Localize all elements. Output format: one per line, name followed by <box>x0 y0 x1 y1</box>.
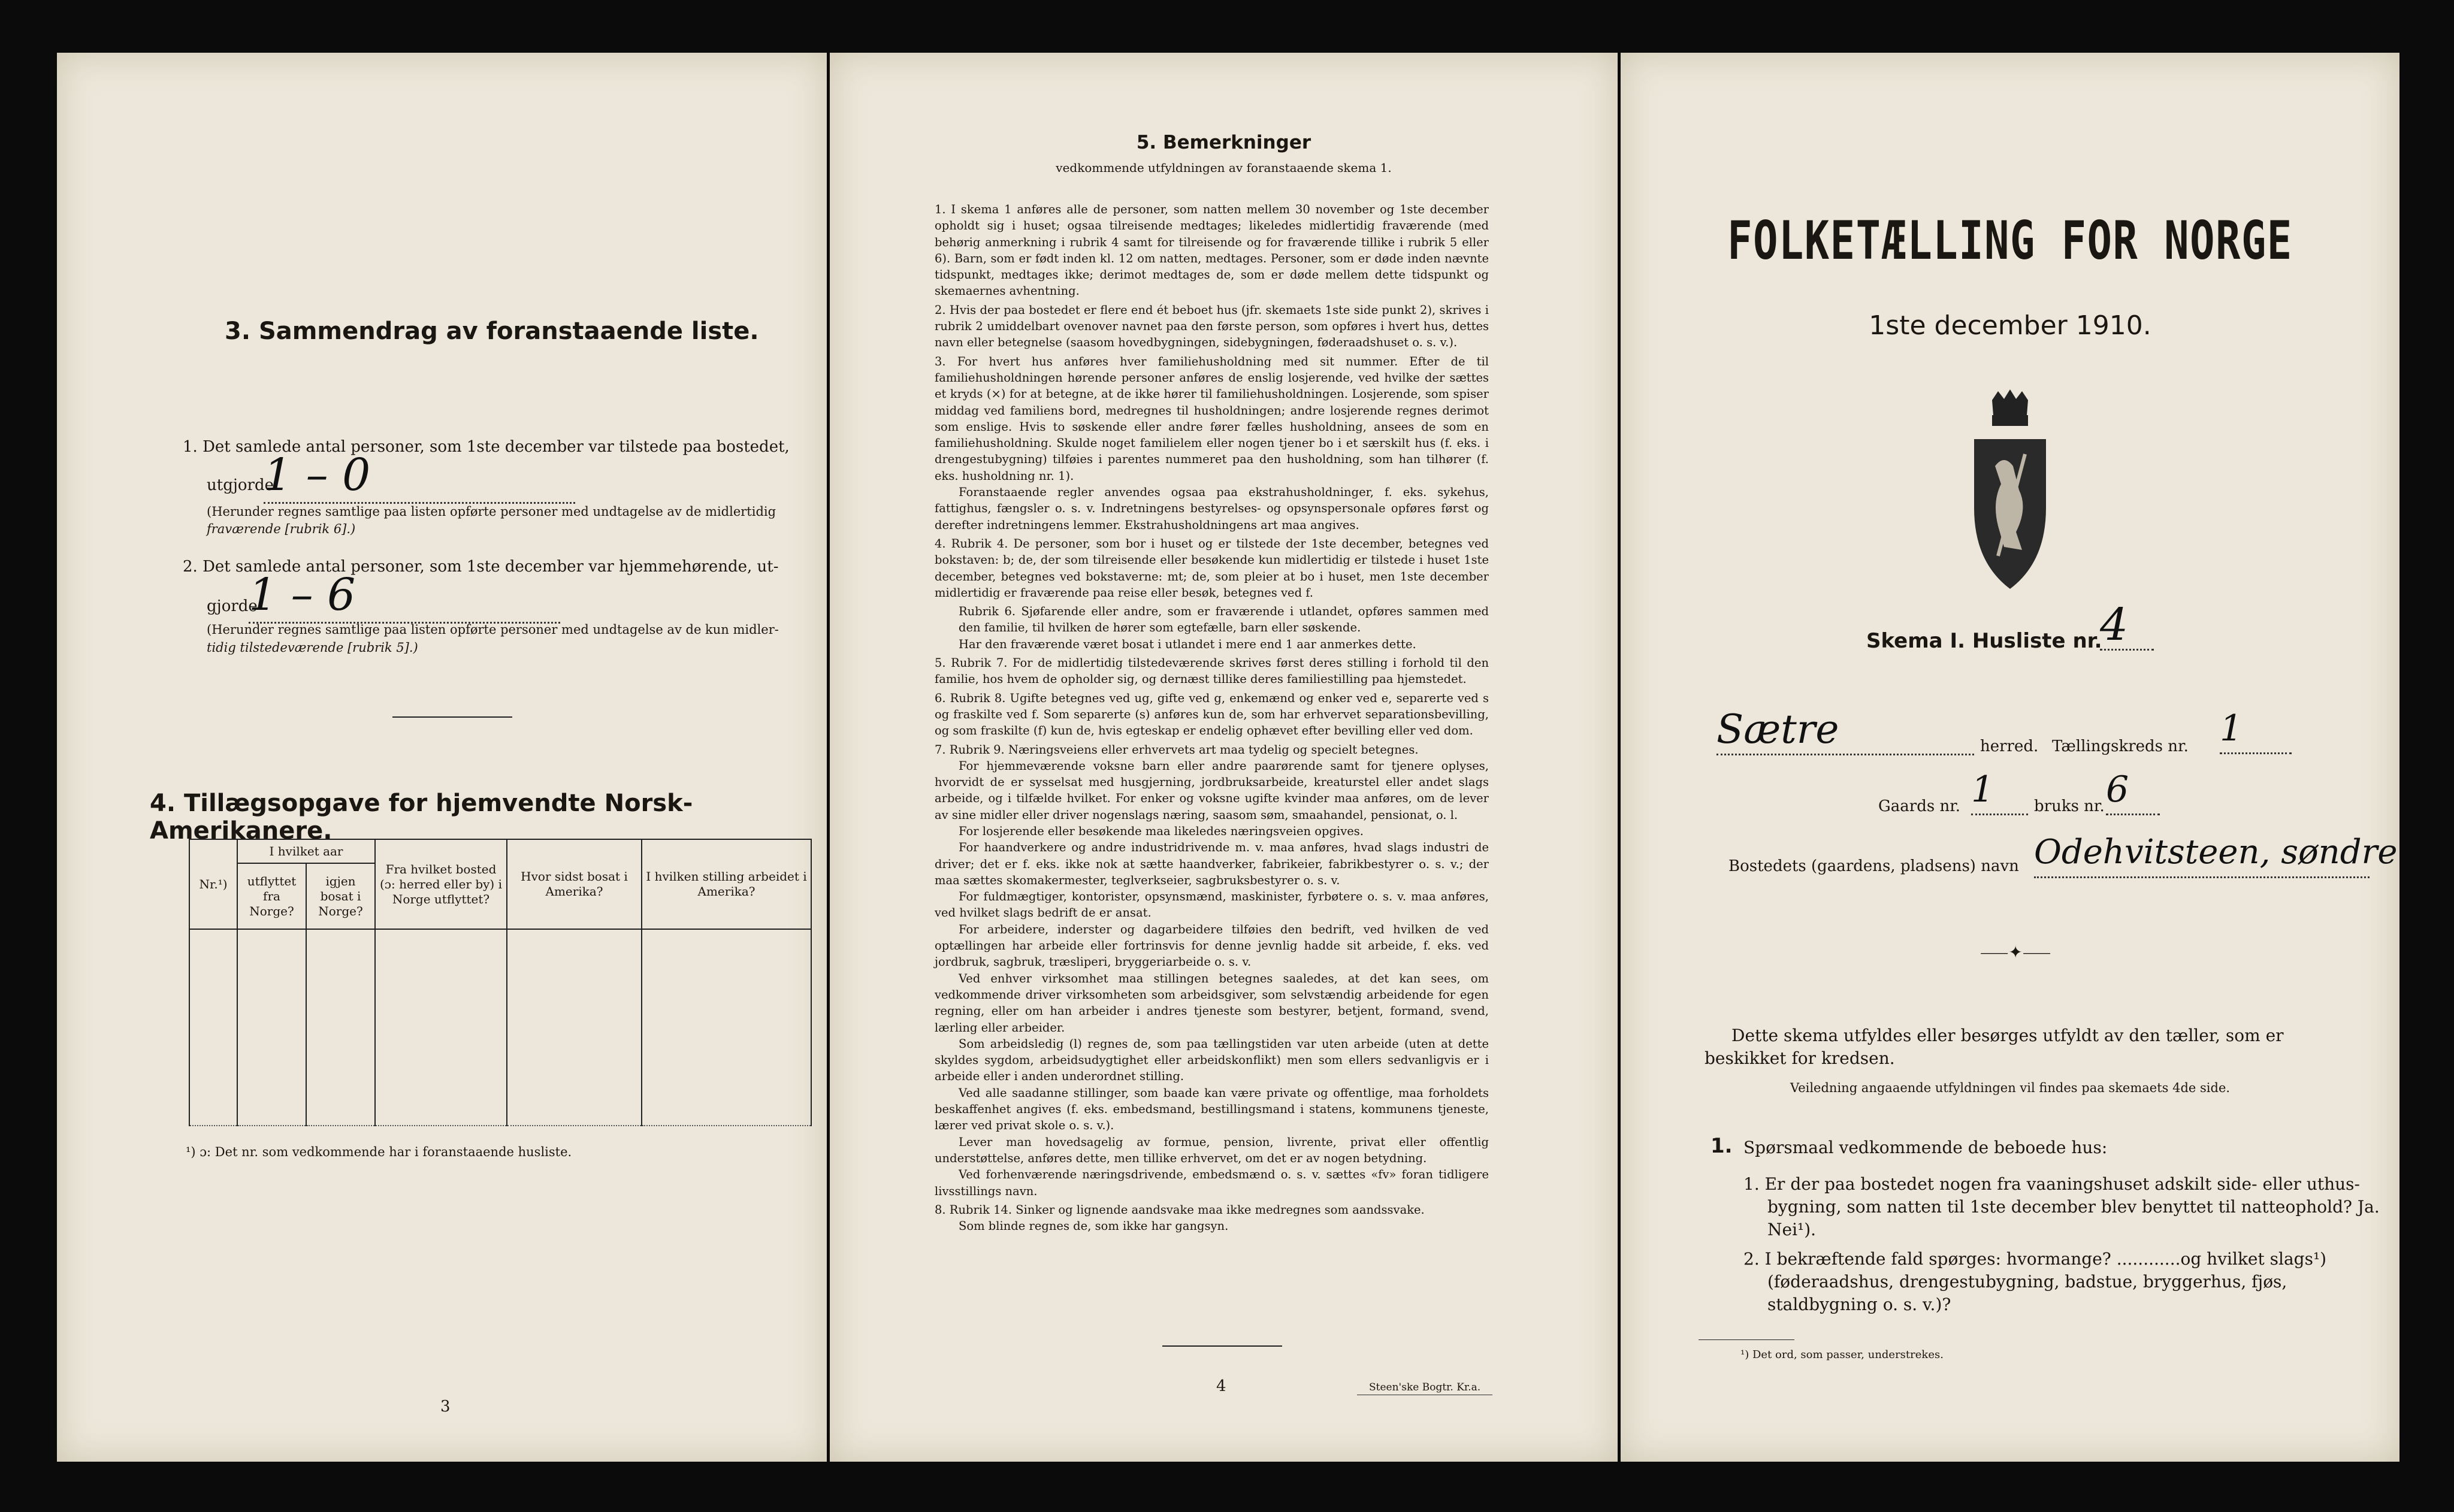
kreds-value: 1 <box>2220 704 2292 754</box>
schema-label: Skema I. Husliste nr. <box>1866 629 2102 653</box>
paragraph: 8. Rubrik 14. Sinker og lignende aandsvake maa ikke medregnes som aandssvake. <box>935 1202 1425 1217</box>
gaards-label: Gaards nr. <box>1878 797 1961 815</box>
paragraph: 4. Rubrik 4. De personer, som bor i huset og er tilstede der 1ste december, betegnes ved bokstaven: b; de, der som tilreisende eller besøkende kun midlertidig er tilstede i huset 1ste december, betegnes ved bokstaverne: mt; de, som pleier at bo i huset, men 1ste december midlertidig er fraværende paa reise eller besøk, betegnes ved f. <box>935 536 1489 600</box>
item-1-value: 1 – 0 <box>264 448 575 504</box>
page-title: FOLKETÆLLING FOR NORGE <box>1727 210 2293 271</box>
table-row <box>189 929 811 1126</box>
page-1 <box>1621 53 2399 1462</box>
herred-label: herred. <box>1980 737 2039 755</box>
section-4-title: 4. Tillægsopgave for hjemvendte Norsk-Amerikanere. <box>150 790 693 845</box>
col-where-last: Hvor sidst bosat i Amerika? <box>507 839 642 929</box>
bemerkninger-subtitle: vedkommende utfyldningen av foranstaaende skema 1. <box>1056 161 1392 175</box>
intro-guidance: Veiledning angaaende utfyldningen vil findes paa skemaets 4de side. <box>1790 1081 2231 1095</box>
col-emigrated: utflyttet fra Norge? <box>237 863 306 929</box>
paragraph: 3. For hvert hus anføres hver familiehusholdning med sit nummer. Efter de til familiehusholdningen hørende personer anføres de enslig losjerende, ved hvilke der sættes et kryds (×) for at betegne, at de ikke hører til familiehusholdningen. Losjerende, som spiser middag ved familiens bord, medregnes til husholdningen; andre losjerende regnes derimot som enslige. Hvis to søskende eller andre fører fælles husholdning, ansees de som en familiehusholdning. Skulde noget familielem eller nogen tjener bo i et særskilt hus (f. eks. i drengestubygning) tilføies i parentes nummeret paa den husholdning, som han tilhører (f. eks. husholdning nr. 1). <box>935 354 1489 483</box>
page-number: 3 <box>440 1398 451 1416</box>
paragraph: Lever man hovedsagelig av formue, pension, livrente, privat eller offentlig understøttelse, anføres dette, men tillike erhvervet, om det er av nogen betydning. <box>935 1135 1489 1165</box>
bemerkninger-title: 5. Bemerkninger <box>1136 132 1311 153</box>
printer-mark: Steen'ske Bogtr. Kr.a. <box>1357 1381 1492 1395</box>
item-2-note-1: (Herunder regnes samtlige paa listen opførte personer med undtagelse av de kun midler- <box>207 622 779 637</box>
ornament: ⸺✦⸺ <box>1980 942 2051 962</box>
divider <box>1699 1339 1794 1340</box>
divider <box>1162 1345 1282 1347</box>
intro-text: Dette skema utfyldes eller besørges utfyldt av den tæller, som er beskikket for kredsen. <box>1704 1026 2284 1068</box>
herred-value: Sætre <box>1716 706 1974 755</box>
item-2-value: 1 – 6 <box>249 568 560 624</box>
paragraph: Som blinde regnes de, som ikke har gangsyn. <box>959 1219 1229 1233</box>
col-nr: Nr.¹) <box>189 839 237 929</box>
husliste-number: 4 <box>2100 601 2154 651</box>
col-returned: igjen bosat i Norge? <box>306 863 375 929</box>
item-1-text: 1. Det samlede antal personer, som 1ste december var tilstede paa bostedet, <box>183 438 790 456</box>
col-year-group: I hvilket aar <box>237 839 375 863</box>
footnote: ¹) Det ord, som passer, understrekes. <box>1740 1348 1944 1361</box>
section-3-title: 3. Sammendrag av foranstaaende liste. <box>225 317 759 345</box>
paragraph: Ved alle saadanne stillinger, som baade kan være private og offentlige, maa forholdets beskaffenhet angives (f. eks. embedsmand, bestillingsmand i statens, kommunens tjeneste, lærer ved privat skole o. s. v.). <box>935 1085 1489 1133</box>
questions-number: 1. <box>1710 1134 1733 1158</box>
paragraph: 6. Rubrik 8. Ugifte betegnes ved ug, gifte ved g, enkemænd og enker ved e, separerte ved s og fraskilte ved f. Som separerte (s) anføres kun de, som har erhvervet separationsbevilling, og som fraskilte (f) kun de, hvis egteskap er endelig ophævet efter bevilling eller ved dom. <box>935 691 1489 738</box>
item-1-note-1: (Herunder regnes samtlige paa listen opførte personer med undtagelse av de midlertidig <box>207 504 776 519</box>
col-from-where: Fra hvilket bosted (ɔ: herred eller by) i Norge utflyttet? <box>375 839 507 929</box>
divider <box>392 716 512 718</box>
question-2: 2. I bekræftende fald spørges: hvormange? ............og hvilket slags¹) (føderaadshus, drengestubygning, badstue, bryggerhus, fjøs, staldbygning o. s. v.)? <box>1743 1249 2327 1314</box>
item-2-label: gjorde <box>207 597 258 615</box>
paragraph: 5. Rubrik 7. For de midlertidig tilstedeværende skrives først deres stilling i forhold til den familie, hos hvem de opholder sig, og dernæst tillike deres familiestilling paa hjemstedet. <box>935 656 1489 687</box>
paragraph: Rubrik 6. Sjøfarende eller andre, som er fraværende i utlandet, opføres sammen med den familie, til hvilken de hører som egtefælle, barn eller søskende. <box>959 604 1489 635</box>
bruks-label: bruks nr. <box>2034 797 2105 815</box>
item-1-label: utgjorde <box>207 476 274 494</box>
col-position: I hvilken stilling arbeidet i Amerika? <box>642 839 811 929</box>
question-1: 1. Er der paa bostedet nogen fra vaaningshuset adskilt side- eller uthus-bygning, som natten til 1ste december blev benyttet til natteophold? Ja. Nei¹). <box>1743 1174 2380 1239</box>
bosted-label: Bostedets (gaardens, pladsens) navn <box>1728 857 2019 875</box>
paragraph: For haandverkere og andre industridrivende m. v. maa anføres, hvad slags industri de driver; det er f. eks. ikke nok at sætte haandverker, fabrikeier, fabrikbestyrer o. s. v.; der maa sættes skomakermester, teglverkseier, sagbruksbestyrer o. s. v. <box>935 840 1489 887</box>
page-3 <box>57 53 827 1462</box>
gaards-value: 1 <box>1971 766 2028 815</box>
paragraph: Ved enhver virksomhet maa stillingen betegnes saaledes, at det kan sees, om vedkommende driver virksomheten som arbeidsgiver, som selvstændig arbeidende for egen regning, eller om han arbeider i andres tjeneste som bestyrer, betjent, formand, svend, lærling eller arbeider. <box>935 971 1489 1035</box>
paragraph: For losjerende eller besøkende maa likeledes næringsveien opgives. <box>959 824 1364 838</box>
bruks-value: 6 <box>2106 766 2160 815</box>
bosted-value: Odehvitsteen, søndre <box>2034 828 2370 878</box>
paragraph: Foranstaaende regler anvendes ogsaa paa ekstrahusholdninger, f. eks. sykehus, fattighus, fængsler o. s. v. Indretningens bestyrelses- og opsynspersonale opføres først og derefter indretningens lemmer. Ekstrahusholdningens art maa angives. <box>935 485 1489 532</box>
paragraph: Har den fraværende været bosat i utlandet i mere end 1 aar anmerkes dette. <box>959 637 1416 651</box>
paragraph: 7. Rubrik 9. Næringsveiens eller erhvervets art maa tydelig og specielt betegnes. <box>935 742 1419 757</box>
paragraph: Ved forhenværende næringsdrivende, embedsmænd o. s. v. sættes «fv» foran tidligere livsstillings navn. <box>935 1168 1489 1198</box>
item-2-note-2: tidig tilstedeværende [rubrik 5].) <box>207 640 418 655</box>
item-2-text: 2. Det samlede antal personer, som 1ste december var hjemmehørende, ut- <box>183 558 779 576</box>
paragraph: Som arbeidsledig (l) regnes de, som paa tællingstiden var uten arbeide (uten at dette skyldes sygdom, arbeidsudygtighet eller arbeidskonflikt) men som ellers sedvanligvis er i arbeide eller i anden underordnet stilling. <box>935 1036 1489 1084</box>
paragraph: For fuldmægtiger, kontorister, opsynsmænd, maskinister, fyrbøtere o. s. v. maa anføres, ved hvilket slags bedrift de er ansat. <box>935 890 1489 920</box>
paragraph: For arbeidere, inderster og dagarbeidere tilføies den bedrift, ved hvilken de ved optællingen har arbeide eller fortrinsvis for denne jevnlig hadde sit arbeide, f. eks. ved jordbruk, sagbruk, træsliperi, bryggeriarbeide o. s. v. <box>935 922 1489 969</box>
footnote: ¹) ɔ: Det nr. som vedkommende har i foranstaaende husliste. <box>186 1145 572 1159</box>
norway-coat-of-arms-icon <box>1962 388 2058 598</box>
paragraph: 1. I skema 1 anføres alle de personer, som natten mellem 30 november og 1ste december opholdt sig i huset; ogsaa tilreisende medtages; likeledes midlertidig fraværende (med behørig anmerkning i rubrik 4 samt for tilreisende og for fraværende tillike i rubrik 5 eller 6). Barn, som er født inden kl. 12 om natten, medtages. Personer, som er døde inden nævnte tidspunkt, medtages ikke; derimot medtages de, som er døde mellem dette tidspunkt og skemaernes avhentning. <box>935 202 1489 298</box>
bemerkninger-text <box>935 201 1489 1234</box>
norsk-amerikanere-table <box>189 839 812 1126</box>
page-4 <box>830 53 1618 1462</box>
kreds-label: Tællingskreds nr. <box>2052 737 2189 755</box>
questions-header: Spørsmaal vedkommende de beboede hus: <box>1743 1138 2108 1157</box>
census-date: 1ste december 1910. <box>1869 310 2151 341</box>
page-number: 4 <box>1216 1377 1226 1395</box>
item-1-note-2: fraværende [rubrik 6].) <box>207 522 356 536</box>
paragraph: 2. Hvis der paa bostedet er flere end ét beboet hus (jfr. skemaets 1ste side punkt 2), skrives i rubrik 2 umiddelbart ovenover navnet paa den første person, som opføres i hvert hus, dettes navn eller betegnelse (saasom hovedbygningen, sidebygningen, føderaadshuset o. s. v.). <box>935 303 1489 350</box>
paragraph: For hjemmeværende voksne barn eller andre paarørende samt for tjenere oplyses, hvorvidt de er sysselsat med husgjerning, jordbruksarbeide, kreaturstel eller andet slags arbeide, og i tilfælde hvilket. For enker og voksne ugifte kvinder maa anføres, om de lever av sine midler eller driver nogenslags næring, saasom søm, smaahandel, pensionat, o. l. <box>935 758 1489 822</box>
